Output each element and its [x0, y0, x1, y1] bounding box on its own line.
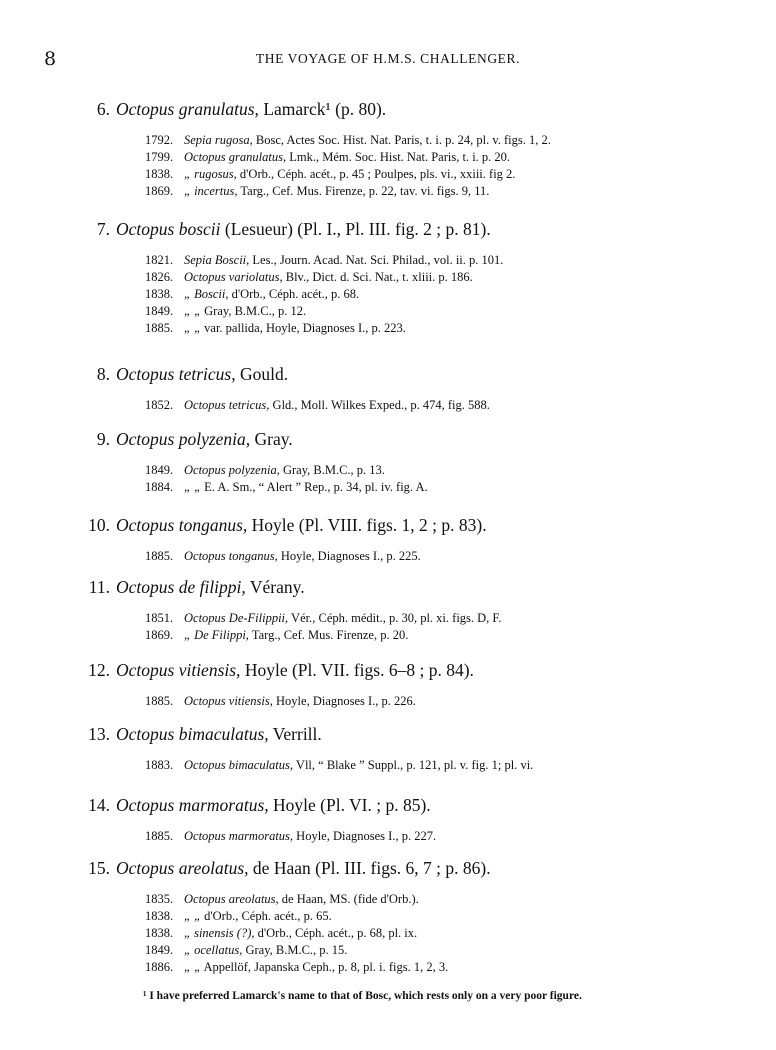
- synonym-reference: Vér., Céph. médit., p. 30, pl. xi. figs. D, F.: [288, 611, 502, 625]
- species-number: 11.: [88, 577, 110, 597]
- synonym-reference: d'Orb., Céph. acét., p. 65.: [201, 909, 332, 923]
- synonym-citation: [184, 549, 421, 564]
- synonym-reference: Gray, B.M.C., p. 13.: [279, 463, 385, 477]
- synonym-reference: Hoyle, Diagnoses I., p. 227.: [293, 829, 437, 843]
- synonym-citation: [184, 758, 533, 773]
- synonym-reference: Blv., Dict. d. Sci. Nat., t. xliii. p. 186.: [282, 270, 473, 284]
- synonym-reference: Les., Journ. Acad. Nat. Sci. Philad., vol. ii. p. 101.: [249, 253, 504, 267]
- species-genus: Octopus: [116, 577, 175, 597]
- synonym-name: Octopus tonganus,: [184, 549, 278, 563]
- species-authority: Gould.: [235, 364, 289, 384]
- synonym-reference: d'Orb., Céph. acét., p. 68.: [228, 287, 360, 301]
- species-epithet: boscii: [178, 219, 221, 239]
- synonym-name: „ Boscii,: [184, 287, 229, 301]
- synonym-year: 1838.: [145, 287, 174, 301]
- synonym-reference: Gray, B.M.C., p. 12.: [201, 304, 307, 318]
- species-genus: Octopus: [116, 429, 175, 449]
- synonym-citation: [184, 960, 448, 975]
- synonym-citation: [184, 184, 489, 199]
- synonym-citation: [184, 270, 473, 285]
- species-title: [116, 795, 431, 816]
- synonym-name: Octopus vitiensis,: [184, 694, 273, 708]
- synonym-citation: [184, 253, 503, 268]
- species-title: [116, 577, 305, 598]
- species-number: 7.: [96, 219, 110, 239]
- synonym-year: 1838.: [145, 167, 174, 181]
- species-title: [116, 660, 474, 681]
- synonym-reference: E. A. Sm., “ Alert ” Rep., p. 34, pl. iv. fig. A.: [201, 480, 428, 494]
- synonym-reference: d'Orb., Céph. acét., p. 68, pl. ix.: [254, 926, 418, 940]
- synonym-year: 1821.: [145, 253, 174, 267]
- synonym-citation: [184, 628, 408, 643]
- synonym-reference: Hoyle, Diagnoses I., p. 225.: [277, 549, 421, 563]
- species-epithet: bimaculatus,: [178, 724, 269, 744]
- species-number: 6.: [96, 99, 110, 119]
- synonym-name: Octopus areolatus,: [184, 892, 279, 906]
- species-title: [116, 724, 322, 745]
- synonym-name: „ „: [184, 321, 202, 335]
- synonym-year: 1851.: [145, 611, 174, 625]
- species-title: [116, 364, 288, 385]
- species-number: 12.: [88, 660, 110, 680]
- species-number: 13.: [88, 724, 110, 744]
- species-authority: Vérany.: [245, 577, 305, 597]
- species-title: [116, 99, 386, 120]
- species-epithet: polyzenia,: [178, 429, 251, 449]
- synonym-citation: [184, 611, 502, 626]
- species-number: 9.: [96, 429, 110, 449]
- synonym-name: „ „: [184, 909, 202, 923]
- synonym-citation: [184, 694, 416, 709]
- synonym-citation: [184, 829, 436, 844]
- synonym-citation: [184, 287, 359, 302]
- synonym-year: 1835.: [145, 892, 174, 906]
- synonym-year: 1849.: [145, 304, 174, 318]
- synonym-year: 1799.: [145, 150, 174, 164]
- synonym-year: 1884.: [145, 480, 174, 494]
- synonym-reference: Targ., Cef. Mus. Firenze, p. 20.: [248, 628, 409, 642]
- synonym-year: 1885.: [145, 694, 174, 708]
- synonym-reference: Hoyle, Diagnoses I., p. 226.: [272, 694, 416, 708]
- synonym-name: „ rugosus,: [184, 167, 237, 181]
- synonym-year: 1869.: [145, 628, 174, 642]
- species-authority: Gray.: [250, 429, 293, 449]
- synonym-reference: Gld., Moll. Wilkes Exped., p. 474, fig. 588.: [269, 398, 490, 412]
- species-title: [116, 858, 491, 879]
- species-epithet: tetricus,: [178, 364, 236, 384]
- synonym-citation: [184, 304, 306, 319]
- synonym-citation: [184, 463, 385, 478]
- synonym-citation: [184, 167, 515, 182]
- synonym-citation: [184, 892, 419, 907]
- synonym-year: 1869.: [145, 184, 174, 198]
- running-title: THE VOYAGE OF H.M.S. CHALLENGER.: [255, 51, 521, 66]
- synonym-name: Octopus bimaculatus,: [184, 758, 294, 772]
- species-genus: Octopus: [116, 99, 175, 119]
- synonym-year: 1886.: [145, 960, 174, 974]
- synonym-reference: d'Orb., Céph. acét., p. 45 ; Poulpes, pls. vi., xxiii. fig 2.: [236, 167, 516, 181]
- synonym-citation: [184, 133, 551, 148]
- species-epithet: tonganus,: [178, 515, 248, 535]
- synonym-year: 1852.: [145, 398, 174, 412]
- synonym-year: 1849.: [145, 943, 174, 957]
- species-authority: Hoyle (Pl. VI. ; p. 85).: [268, 795, 431, 815]
- species-genus: Octopus: [116, 795, 175, 815]
- synonym-reference: var. pallida, Hoyle, Diagnoses I., p. 223.: [201, 321, 406, 335]
- synonym-name: „ incertus,: [184, 184, 238, 198]
- species-epithet: marmoratus,: [178, 795, 269, 815]
- species-genus: Octopus: [116, 858, 175, 878]
- synonym-name: „ „: [184, 304, 202, 318]
- synonym-year: 1885.: [145, 321, 174, 335]
- synonym-name: Octopus De-Filippii,: [184, 611, 289, 625]
- synonym-year: 1885.: [145, 829, 174, 843]
- species-number: 10.: [88, 515, 110, 535]
- synonym-year: 1849.: [145, 463, 174, 477]
- species-genus: Octopus: [116, 364, 175, 384]
- synonym-citation: [184, 926, 417, 941]
- page-number: 8: [44, 48, 57, 70]
- species-genus: Octopus: [116, 724, 175, 744]
- synonym-year: 1883.: [145, 758, 174, 772]
- synonym-name: Octopus polyzenia,: [184, 463, 280, 477]
- synonym-name: „ „: [184, 960, 202, 974]
- synonym-citation: [184, 909, 332, 924]
- species-epithet: vitiensis,: [178, 660, 241, 680]
- species-genus: Octopus: [116, 219, 175, 239]
- species-authority: (Lesueur) (Pl. I., Pl. III. fig. 2 ; p. 81).: [220, 219, 491, 239]
- synonym-name: Octopus tetricus,: [184, 398, 270, 412]
- synonym-reference: Vll, “ Blake ” Suppl., p. 121, pl. v. fig. 1; pl. vi.: [293, 758, 534, 772]
- synonym-name: „ De Filippi,: [184, 628, 249, 642]
- synonym-citation: [184, 480, 428, 495]
- species-epithet: granulatus,: [178, 99, 259, 119]
- synonym-name: Octopus variolatus,: [184, 270, 283, 284]
- synonym-name: Sepia rugosa,: [184, 133, 253, 147]
- footnote: ¹ I have preferred Lamarck's name to that of Bosc, which rests only on a very poor figure.: [143, 990, 582, 1002]
- synonym-year: 1792.: [145, 133, 174, 147]
- species-number: 8.: [96, 364, 110, 384]
- synonym-citation: [184, 321, 406, 336]
- species-authority: Hoyle (Pl. VII. figs. 6–8 ; p. 84).: [240, 660, 474, 680]
- synonym-name: „ „: [184, 480, 202, 494]
- species-number: 14.: [88, 795, 110, 815]
- species-genus: Octopus: [116, 660, 175, 680]
- synonym-name: Octopus marmoratus,: [184, 829, 294, 843]
- species-epithet: de filippi,: [178, 577, 246, 597]
- species-number: 15.: [88, 858, 110, 878]
- synonym-reference: Targ., Cef. Mus. Firenze, p. 22, tav. vi. figs. 9, 11.: [237, 184, 490, 198]
- species-authority: Lamarck¹ (p. 80).: [258, 99, 387, 119]
- synonym-name: „ sinensis (?),: [184, 926, 255, 940]
- synonym-year: 1826.: [145, 270, 174, 284]
- synonym-reference: Appellöf, Japanska Ceph., p. 8, pl. i. figs. 1, 2, 3.: [201, 960, 449, 974]
- synonym-year: 1838.: [145, 926, 174, 940]
- synonym-name: „ ocellatus,: [184, 943, 243, 957]
- species-authority: Verrill.: [268, 724, 322, 744]
- synonym-reference: de Haan, MS. (fide d'Orb.).: [278, 892, 419, 906]
- species-authority: de Haan (Pl. III. figs. 6, 7 ; p. 86).: [248, 858, 491, 878]
- synonym-reference: Gray, B.M.C., p. 15.: [242, 943, 348, 957]
- species-epithet: areolatus,: [178, 858, 249, 878]
- synonym-year: 1885.: [145, 549, 174, 563]
- species-title: [116, 219, 491, 240]
- species-title: [116, 515, 487, 536]
- synonym-citation: [184, 943, 347, 958]
- page-header: [0, 48, 776, 72]
- species-authority: Hoyle (Pl. VIII. figs. 1, 2 ; p. 83).: [247, 515, 487, 535]
- species-genus: Octopus: [116, 515, 175, 535]
- synonym-reference: Lmk., Mém. Soc. Hist. Nat. Paris, t. i. p. 20.: [286, 150, 511, 164]
- synonym-reference: Bosc, Actes Soc. Hist. Nat. Paris, t. i. p. 24, pl. v. figs. 1, 2.: [252, 133, 551, 147]
- synonym-name: Octopus granulatus,: [184, 150, 287, 164]
- synonym-name: Sepia Boscii,: [184, 253, 250, 267]
- synonym-citation: [184, 398, 490, 413]
- synonym-citation: [184, 150, 510, 165]
- synonym-year: 1838.: [145, 909, 174, 923]
- species-title: [116, 429, 293, 450]
